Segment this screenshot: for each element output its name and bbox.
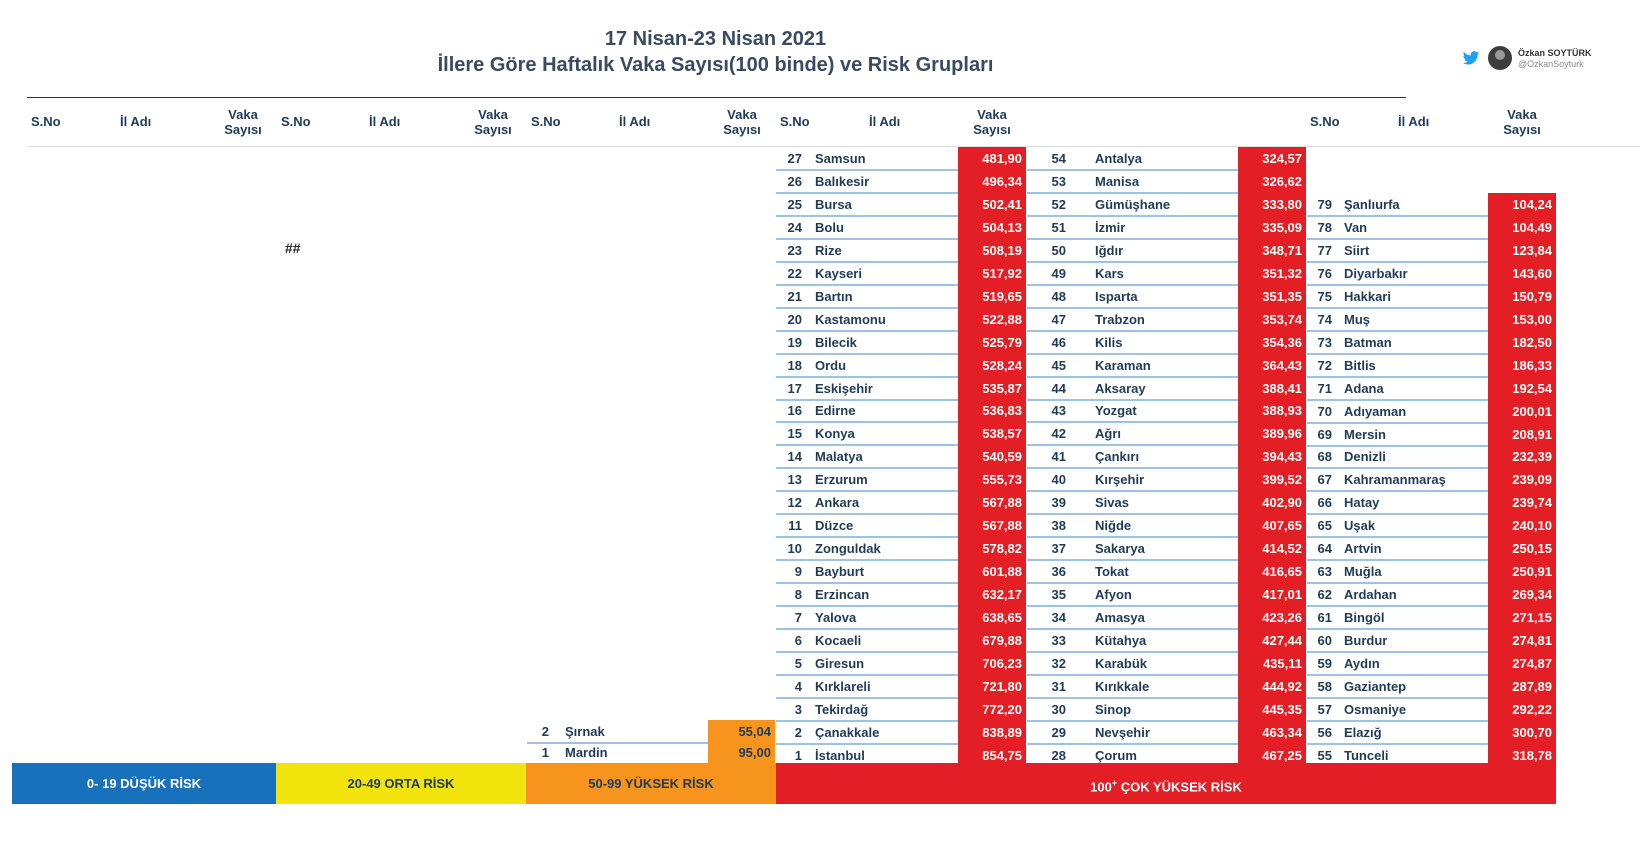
cell-vaka-sayisi: 444,92 — [1238, 675, 1306, 698]
cell-sno: 23 — [787, 242, 802, 258]
cell-vaka-sayisi: 200,01 — [1488, 400, 1556, 423]
cell-vaka-sayisi: 496,34 — [958, 170, 1026, 193]
header-vaka-sayisi — [721, 107, 763, 137]
cell-sno: 78 — [1317, 219, 1332, 235]
cell-vaka-sayisi: 143,60 — [1488, 262, 1556, 285]
cell-il-adi: Kocaeli — [815, 632, 862, 648]
cell-vaka-sayisi: 123,84 — [1488, 239, 1556, 262]
cell-vaka-sayisi: 239,09 — [1488, 468, 1556, 491]
header-vaka-sayisi — [222, 107, 264, 137]
cell-il-adi: Düzce — [815, 518, 854, 534]
cell-vaka-sayisi: 104,24 — [1488, 193, 1556, 216]
cell-vaka-sayisi: 417,01 — [1238, 583, 1306, 606]
cell-il-adi: Eskişehir — [815, 380, 873, 396]
legend-medium-risk — [276, 763, 526, 804]
cell-vaka-sayisi: 445,35 — [1238, 698, 1306, 721]
cell-vaka-sayisi: 427,44 — [1238, 629, 1306, 652]
cell-sno: 2 — [794, 724, 802, 740]
header-sno: S.No — [531, 114, 561, 129]
cell-vaka-sayisi: 192,54 — [1488, 377, 1556, 400]
cell-il-adi: Gaziantep — [1344, 678, 1407, 694]
cell-sno: 59 — [1317, 656, 1332, 671]
cell-il-adi: Hakkari — [1344, 288, 1391, 304]
cell-vaka-sayisi: 481,90 — [958, 147, 1026, 170]
cell-il-adi: Kırıkkale — [1095, 678, 1150, 694]
cell-il-adi: Bayburt — [815, 564, 865, 580]
cell-il-adi: Konya — [815, 426, 855, 442]
cell-sno: 61 — [1317, 610, 1332, 626]
cell-sno: 38 — [1051, 518, 1066, 534]
cell-vaka-sayisi: 95,00 — [708, 741, 775, 764]
cell-vaka-sayisi: 351,35 — [1238, 285, 1306, 308]
cell-sno: 62 — [1317, 587, 1332, 603]
cell-vaka-sayisi: 414,52 — [1238, 537, 1306, 560]
cell-sno: 11 — [788, 518, 802, 534]
cell-sno: 77 — [1317, 242, 1332, 258]
cell-il-adi: Samsun — [815, 151, 866, 166]
cell-sno: 35 — [1051, 587, 1066, 603]
cell-sno: 34 — [1051, 610, 1066, 625]
legend-low-risk — [12, 763, 276, 804]
cell-il-adi: Karabük — [1095, 655, 1148, 671]
cell-il-adi: Gümüşhane — [1095, 196, 1171, 212]
cell-vaka-sayisi: 326,62 — [1238, 170, 1306, 193]
cell-sno: 66 — [1317, 495, 1332, 511]
header-vaka-line2: Sayısı — [224, 122, 262, 137]
cell-il-adi: Antalya — [1095, 151, 1142, 166]
cell-vaka-sayisi: 232,39 — [1488, 445, 1556, 468]
cell-vaka-sayisi: 567,88 — [958, 491, 1026, 514]
cell-vaka-sayisi: 402,90 — [1238, 491, 1306, 514]
cell-vaka-sayisi: 182,50 — [1488, 331, 1556, 354]
cell-sno: 40 — [1051, 472, 1066, 488]
cell-vaka-sayisi: 353,74 — [1238, 308, 1306, 331]
cell-vaka-sayisi: 522,88 — [958, 308, 1026, 331]
cell-vaka-sayisi: 271,15 — [1488, 606, 1556, 629]
cell-sno: 17 — [787, 380, 802, 396]
cell-vaka-sayisi: 601,88 — [958, 560, 1026, 583]
cell-sno: 8 — [794, 587, 802, 603]
author-brand — [1462, 46, 1632, 76]
cell-il-adi: Bursa — [815, 196, 852, 212]
header-vaka-line2: Sayısı — [973, 122, 1011, 137]
cell-vaka-sayisi: 838,89 — [958, 721, 1026, 744]
cell-sno: 5 — [794, 655, 802, 671]
cell-sno: 32 — [1051, 655, 1066, 671]
cell-vaka-sayisi: 399,52 — [1238, 468, 1306, 491]
cell-il-adi: Ordu — [815, 357, 847, 373]
cell-vaka-sayisi: 528,24 — [958, 354, 1026, 377]
author-name: Özkan SOYTÜRK — [1518, 48, 1592, 58]
cell-vaka-sayisi: 239,74 — [1488, 491, 1556, 514]
avatar — [1488, 46, 1512, 70]
cell-il-adi: Edirne — [815, 403, 856, 419]
cell-sno: 57 — [1317, 701, 1332, 717]
cell-il-adi: Muğla — [1344, 564, 1382, 580]
cell-sno: 21 — [787, 288, 802, 304]
cell-il-adi: Aydın — [1344, 656, 1380, 671]
cell-sno: 50 — [1051, 242, 1066, 258]
cell-vaka-sayisi: 104,49 — [1488, 216, 1556, 239]
cell-il-adi: İstanbul — [815, 747, 865, 763]
cell-il-adi: Amasya — [1095, 610, 1145, 625]
cell-vaka-sayisi: 536,83 — [958, 399, 1026, 422]
cell-vaka-sayisi: 318,78 — [1488, 744, 1556, 767]
cell-il-adi: Nevşehir — [1095, 724, 1150, 740]
cell-vaka-sayisi: 153,00 — [1488, 308, 1556, 331]
legend-low-risk-label: 0- 19 DÜŞÜK RİSK — [86, 776, 202, 791]
cell-il-adi: Kilis — [1095, 334, 1123, 350]
cell-vaka-sayisi: 854,75 — [958, 744, 1026, 767]
cell-il-adi: Kahramanmaraş — [1344, 472, 1446, 488]
cell-sno: 46 — [1051, 334, 1066, 350]
cell-il-adi: Hatay — [1344, 495, 1380, 511]
cell-il-adi: Osmaniye — [1344, 701, 1407, 717]
header-sno: S.No — [281, 114, 311, 129]
cell-sno: 58 — [1317, 678, 1332, 694]
header-vaka-line2: Sayısı — [1503, 122, 1541, 137]
cell-sno: 25 — [787, 196, 802, 212]
cell-il-adi: Adıyaman — [1344, 403, 1407, 419]
cell-sno: 45 — [1051, 357, 1066, 373]
cell-sno: 26 — [787, 173, 802, 189]
cell-il-adi: Iğdır — [1095, 242, 1124, 258]
header-vaka-sayisi — [971, 107, 1013, 137]
cell-il-adi: Van — [1344, 219, 1368, 235]
cell-sno: 27 — [787, 151, 802, 166]
cell-il-adi: Kastamonu — [815, 311, 886, 327]
cell-sno: 36 — [1051, 564, 1066, 580]
cell-il-adi: Zonguldak — [815, 541, 881, 557]
header-vaka-sayisi — [1501, 107, 1543, 137]
cell-il-adi: Çankırı — [1095, 449, 1140, 465]
cell-sno: 4 — [794, 678, 802, 694]
cell-vaka-sayisi: 416,65 — [1238, 560, 1306, 583]
cell-vaka-sayisi: 407,65 — [1238, 514, 1306, 537]
cell-sno: 24 — [787, 219, 802, 235]
header-vaka-sayisi — [472, 107, 514, 137]
header-top-rule — [27, 97, 1406, 98]
cell-vaka-sayisi: 364,43 — [1238, 354, 1306, 377]
cell-vaka-sayisi: 638,65 — [958, 606, 1026, 629]
cell-sno: 52 — [1051, 196, 1066, 212]
cell-vaka-sayisi: 300,70 — [1488, 721, 1556, 744]
cell-sno: 31 — [1051, 678, 1066, 694]
cell-sno: 14 — [787, 449, 802, 465]
cell-sno: 9 — [794, 564, 802, 580]
cell-il-adi: Ankara — [815, 495, 860, 511]
cell-il-adi: Sinop — [1095, 701, 1132, 717]
cell-il-adi: Mardin — [565, 745, 608, 760]
cell-sno: 16 — [787, 403, 802, 419]
cell-il-adi: Kırşehir — [1095, 472, 1145, 488]
cell-vaka-sayisi: 274,81 — [1488, 629, 1556, 652]
cell-il-adi: Denizli — [1344, 449, 1386, 465]
cell-vaka-sayisi: 150,79 — [1488, 285, 1556, 308]
cell-vaka-sayisi: 186,33 — [1488, 354, 1556, 377]
cell-vaka-sayisi: 394,43 — [1238, 445, 1306, 468]
header-vaka-line1: Vaka — [727, 107, 757, 122]
cell-vaka-sayisi: 502,41 — [958, 193, 1026, 216]
cell-vaka-sayisi: 348,71 — [1238, 239, 1306, 262]
cell-vaka-sayisi: 55,04 — [708, 720, 775, 743]
cell-vaka-sayisi: 517,92 — [958, 262, 1026, 285]
cell-sno: 28 — [1051, 747, 1066, 763]
legend-medium-risk-label: 20-49 ORTA RİSK — [347, 776, 455, 791]
cell-vaka-sayisi: 351,32 — [1238, 262, 1306, 285]
header-vaka-line1: Vaka — [228, 107, 258, 122]
cell-sno: 20 — [787, 311, 802, 327]
cell-vaka-sayisi: 632,17 — [958, 583, 1026, 606]
cell-vaka-sayisi: 555,73 — [958, 468, 1026, 491]
cell-il-adi: Çorum — [1095, 747, 1137, 763]
cell-sno: 37 — [1051, 541, 1066, 557]
legend-high-risk-label: 50-99 YÜKSEK RİSK — [588, 776, 714, 791]
cell-sno: 51 — [1051, 219, 1066, 235]
header-il-adi: İl Adı — [619, 114, 651, 129]
cell-sno: 67 — [1317, 472, 1332, 488]
cell-sno: 75 — [1317, 288, 1332, 304]
header-vaka-line1: Vaka — [478, 107, 508, 122]
cell-il-adi: Kırklareli — [815, 678, 871, 694]
cell-il-adi: Bilecik — [815, 334, 857, 350]
cell-il-adi: Trabzon — [1095, 311, 1145, 327]
cell-sno: 69 — [1317, 426, 1332, 442]
cell-sno: 76 — [1317, 265, 1332, 281]
cell-sno: 15 — [787, 426, 802, 442]
cell-vaka-sayisi: 388,93 — [1238, 399, 1306, 422]
cell-il-adi: Kayseri — [815, 265, 862, 281]
cell-il-adi: Mersin — [1344, 426, 1386, 442]
header-il-adi: İl Adı — [869, 114, 901, 129]
cell-vaka-sayisi: 567,88 — [958, 514, 1026, 537]
cell-il-adi: Elazığ — [1344, 724, 1382, 740]
cell-il-adi: Balıkesir — [815, 173, 870, 189]
legend-very-high-risk-suffix: ÇOK YÜKSEK RİSK — [1117, 779, 1242, 795]
cell-il-adi: Diyarbakır — [1344, 265, 1408, 281]
cell-vaka-sayisi: 538,57 — [958, 422, 1026, 445]
cell-sno: 72 — [1317, 357, 1332, 373]
header-sno: S.No — [1310, 114, 1340, 129]
cell-il-adi: Giresun — [815, 655, 865, 671]
cell-vaka-sayisi: 721,80 — [958, 675, 1026, 698]
title-date-range: 17 Nisan-23 Nisan 2021 — [604, 28, 827, 50]
cell-sno: 2 — [541, 724, 549, 739]
cell-vaka-sayisi: 389,96 — [1238, 422, 1306, 445]
cell-sno: 74 — [1317, 311, 1332, 327]
title-subtitle: İllere Göre Haftalık Vaka Sayısı(100 binde) ve Risk Grupları — [437, 54, 994, 76]
cell-vaka-sayisi: 269,34 — [1488, 583, 1556, 606]
cell-il-adi: Şanlıurfa — [1344, 197, 1400, 212]
cell-vaka-sayisi: 540,59 — [958, 445, 1026, 468]
cell-vaka-sayisi: 467,25 — [1238, 744, 1306, 767]
cell-sno: 30 — [1051, 701, 1066, 717]
cell-il-adi: Rize — [815, 242, 842, 258]
cell-sno: 1 — [794, 747, 802, 763]
legend-very-high-risk — [776, 763, 1556, 804]
header-vaka-line2: Sayısı — [474, 122, 512, 137]
cell-il-adi: Yozgat — [1095, 403, 1137, 419]
header-vaka-line1: Vaka — [1507, 107, 1537, 122]
cell-il-adi: Tekirdağ — [815, 701, 869, 717]
cell-il-adi: Tunceli — [1344, 747, 1389, 763]
header-sno: S.No — [31, 114, 61, 129]
legend-very-high-risk-prefix: 100 — [1090, 779, 1112, 795]
cell-vaka-sayisi: 504,13 — [958, 216, 1026, 239]
header-il-adi: İl Adı — [1398, 114, 1430, 129]
cell-il-adi: Burdur — [1344, 633, 1388, 649]
cell-vaka-sayisi: 679,88 — [958, 629, 1026, 652]
cell-il-adi: Sakarya — [1095, 541, 1145, 557]
cell-sno: 6 — [794, 632, 802, 648]
cell-sno: 54 — [1051, 151, 1066, 166]
cell-il-adi: Muş — [1344, 311, 1370, 327]
cell-sno: 29 — [1051, 724, 1066, 740]
cell-il-adi: Ardahan — [1344, 587, 1397, 603]
legend-high-risk — [526, 763, 776, 804]
cell-sno: 22 — [787, 265, 802, 281]
cell-sno: 47 — [1051, 311, 1066, 327]
cell-il-adi: Kars — [1095, 265, 1124, 281]
cell-il-adi: Bolu — [815, 219, 844, 235]
cell-il-adi: Kütahya — [1095, 632, 1147, 648]
cell-il-adi: Siirt — [1344, 242, 1370, 258]
cell-vaka-sayisi: 535,87 — [958, 377, 1026, 400]
cell-il-adi: Uşak — [1344, 518, 1376, 534]
cell-sno: 53 — [1051, 173, 1066, 189]
header-vaka-line1: Vaka — [977, 107, 1007, 122]
cell-il-adi: Şırnak — [565, 724, 605, 739]
twitter-bird-icon — [1462, 49, 1480, 67]
cell-sno: 64 — [1317, 541, 1332, 557]
cell-sno: 18 — [787, 357, 802, 373]
cell-sno: 49 — [1051, 265, 1066, 281]
cell-sno: 63 — [1317, 564, 1332, 580]
cell-vaka-sayisi: 519,65 — [958, 285, 1026, 308]
cell-il-adi: Karaman — [1095, 357, 1151, 373]
cell-vaka-sayisi: 324,57 — [1238, 147, 1306, 170]
cell-il-adi: Artvin — [1344, 541, 1382, 557]
header-il-adi: İl Adı — [120, 114, 152, 129]
cell-il-adi: Isparta — [1095, 288, 1138, 304]
cell-sno: 44 — [1051, 380, 1066, 396]
cell-vaka-sayisi: 772,20 — [958, 698, 1026, 721]
cell-sno: 55 — [1317, 747, 1332, 763]
cell-vaka-sayisi: 463,34 — [1238, 721, 1306, 744]
cell-il-adi: Ağrı — [1095, 426, 1121, 442]
cell-il-adi: Aksaray — [1095, 380, 1146, 396]
cell-il-adi: Batman — [1344, 334, 1392, 350]
cell-sno: 68 — [1317, 449, 1332, 465]
author-handle: @OzkanSoyturk — [1518, 59, 1584, 69]
cell-sno: 7 — [794, 610, 802, 625]
cell-il-adi: Sivas — [1095, 495, 1129, 511]
cell-vaka-sayisi: 335,09 — [1238, 216, 1306, 239]
cell-sno: 56 — [1317, 724, 1332, 740]
cell-sno: 73 — [1317, 334, 1332, 350]
cell-sno: 60 — [1317, 633, 1332, 649]
legend-very-high-risk-sup: + — [1111, 778, 1118, 788]
cell-vaka-sayisi: 292,22 — [1488, 698, 1556, 721]
cell-sno: 39 — [1051, 495, 1066, 511]
cell-vaka-sayisi: 333,80 — [1238, 193, 1306, 216]
cell-sno: 13 — [787, 472, 802, 488]
cell-sno: 43 — [1051, 403, 1066, 419]
cell-sno: 10 — [787, 541, 802, 557]
cell-il-adi: Erzincan — [815, 587, 870, 603]
cell-vaka-sayisi: 274,87 — [1488, 652, 1556, 675]
cell-sno: 19 — [787, 334, 802, 350]
cell-sno: 70 — [1317, 403, 1332, 419]
cell-vaka-sayisi: 250,91 — [1488, 560, 1556, 583]
cell-il-adi: Adana — [1344, 380, 1384, 396]
cell-sno: 71 — [1317, 380, 1332, 396]
cell-vaka-sayisi: 287,89 — [1488, 675, 1556, 698]
cell-il-adi: Erzurum — [815, 472, 868, 488]
cell-sno: 41 — [1051, 449, 1066, 465]
cell-sno: 65 — [1317, 518, 1332, 534]
cell-vaka-sayisi: 388,41 — [1238, 377, 1306, 400]
cell-il-adi: Bitlis — [1344, 357, 1376, 373]
cell-sno: 48 — [1051, 288, 1066, 304]
cell-vaka-sayisi: 525,79 — [958, 331, 1026, 354]
placeholder-mark: ## — [285, 240, 301, 256]
cell-sno: 3 — [794, 701, 802, 717]
cell-vaka-sayisi: 423,26 — [1238, 606, 1306, 629]
cell-il-adi: Bartın — [815, 288, 853, 304]
cell-vaka-sayisi: 250,15 — [1488, 537, 1556, 560]
cell-vaka-sayisi: 578,82 — [958, 537, 1026, 560]
header-il-adi: İl Adı — [369, 114, 401, 129]
cell-vaka-sayisi: 240,10 — [1488, 514, 1556, 537]
cell-il-adi: Manisa — [1095, 173, 1140, 189]
cell-il-adi: Afyon — [1095, 587, 1132, 603]
cell-vaka-sayisi: 354,36 — [1238, 331, 1306, 354]
header-sno: S.No — [780, 114, 810, 129]
header-vaka-line2: Sayısı — [723, 122, 761, 137]
cell-sno: 42 — [1051, 426, 1066, 442]
cell-vaka-sayisi: 508,19 — [958, 239, 1026, 262]
cell-il-adi: Tokat — [1095, 564, 1129, 580]
cell-vaka-sayisi: 706,23 — [958, 652, 1026, 675]
cell-il-adi: İzmir — [1095, 219, 1126, 235]
cell-sno: 79 — [1317, 197, 1332, 212]
cell-vaka-sayisi: 208,91 — [1488, 423, 1556, 446]
cell-sno: 33 — [1051, 632, 1066, 648]
page-title — [0, 26, 1431, 78]
cell-il-adi: Yalova — [815, 610, 857, 625]
cell-il-adi: Bingöl — [1344, 610, 1385, 626]
cell-il-adi: Malatya — [815, 449, 863, 465]
cell-il-adi: Çanakkale — [815, 724, 880, 740]
cell-sno: 1 — [541, 745, 549, 760]
cell-il-adi: Niğde — [1095, 518, 1132, 534]
cell-vaka-sayisi: 435,11 — [1238, 652, 1306, 675]
cell-sno: 12 — [787, 495, 802, 511]
